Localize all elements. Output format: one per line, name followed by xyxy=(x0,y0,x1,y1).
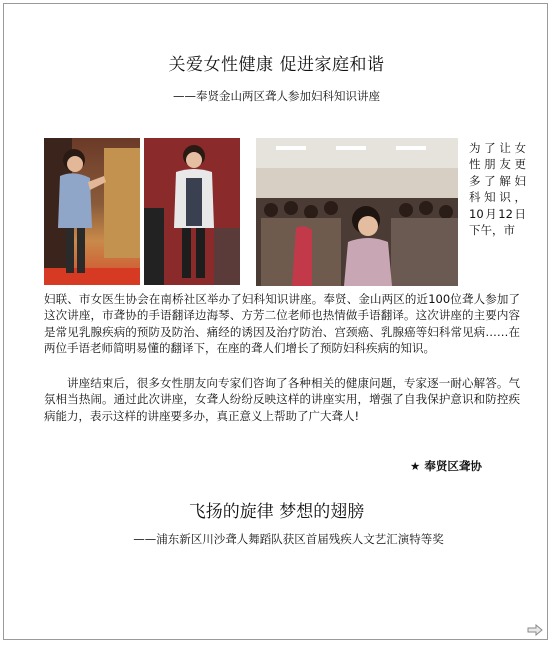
article-2-subtitle: ——浦东新区川沙聋人舞蹈队获区首届残疾人文艺汇演特等奖 xyxy=(133,532,444,546)
article-signature: ★ 奉贤区聋协 xyxy=(410,459,482,473)
article-title: 关爱女性健康 促进家庭和谐 xyxy=(168,55,385,75)
photo-interpreter-2 xyxy=(144,138,240,285)
photo-interpreter-1 xyxy=(44,138,140,285)
arrow-right-icon[interactable] xyxy=(527,621,543,633)
article-paragraph-2: 讲座结束后，很多女性朋友向专家们咨询了各种相关的健康问题，专家逐一耐心解答。气氛相当热闹。通过此次讲座，女聋人纷纷反映这样的讲座实用，增强了自我保护意识和防控疾病能力，表示这样的讲座要多办，真正意义上帮助了广大聋人! xyxy=(44,376,520,423)
photo-audience xyxy=(256,138,458,286)
article-paragraph-1: 妇联、市女医生协会在南桥社区举办了妇科知识讲座。奉贤、金山两区的近100位聋人参加了这次讲座，市聋协的手语翻译边海琴、方芳二位老师也热情做手语翻译。这次讲座的主要内容是常见乳腺疾病的预防及防治、痛经的诱因及治疗防治、宫颈癌、乳腺癌等妇科常见病……在两位手语老师简明易懂的翻译下，在座的聋人们增长了预防妇科疾病的知识。 xyxy=(44,292,520,356)
article-2-title: 飞扬的旋律 梦想的翅膀 xyxy=(188,502,365,522)
article-subtitle: ——奉贤金山两区聋人参加妇科知识讲座 xyxy=(173,89,380,103)
article-intro-column: 为了让女性朋友更多了解妇科知识，10月12日下午，市 xyxy=(469,141,526,238)
